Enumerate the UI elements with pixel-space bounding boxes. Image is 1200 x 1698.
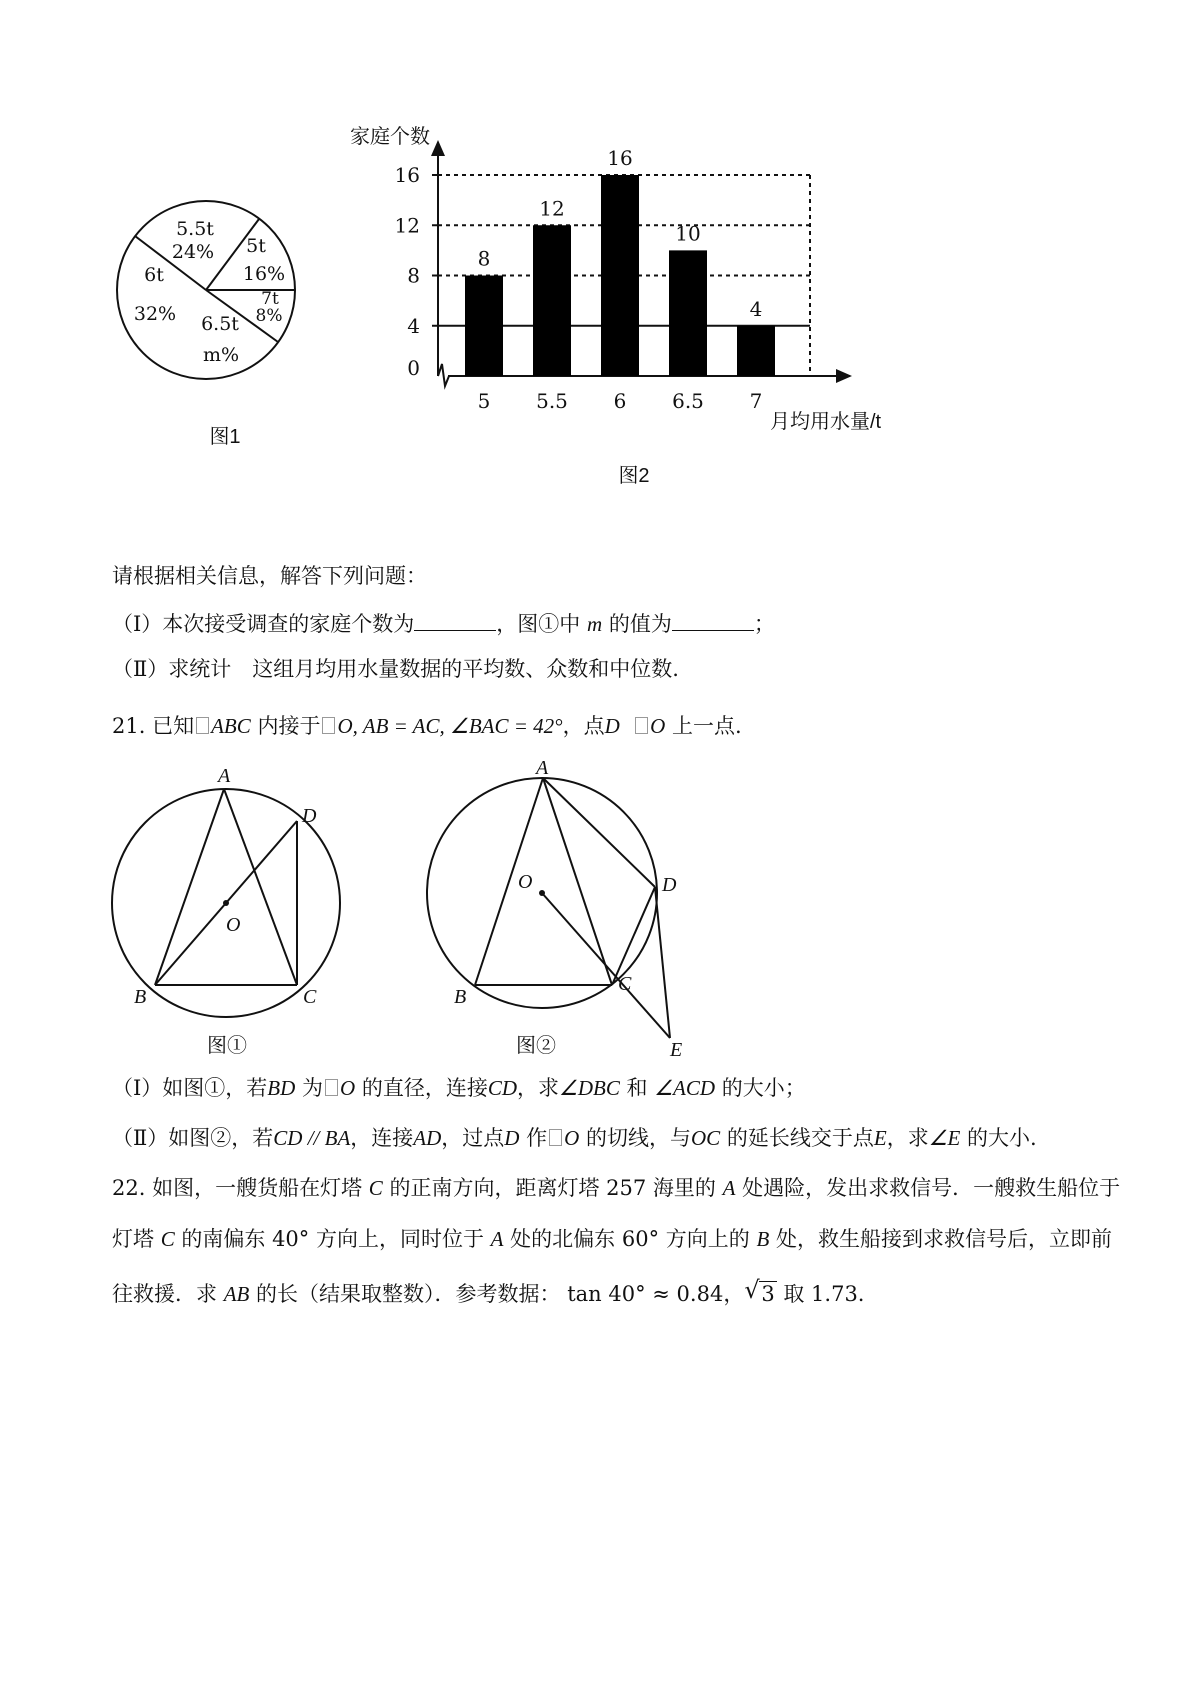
q21-p2-text: 的大小. bbox=[967, 1126, 1037, 1150]
y-tick-label: 12 bbox=[394, 213, 420, 238]
slice-pct-5.5t: 24% bbox=[171, 241, 215, 263]
label-d: D bbox=[662, 874, 677, 896]
fig2-caption: 图2 bbox=[618, 465, 650, 487]
q21-p2-text: 的切线，与 bbox=[586, 1126, 691, 1150]
q20-part1-mid: ，图①中 bbox=[496, 612, 581, 636]
q21-p1-text: 的直径，连接 bbox=[361, 1076, 488, 1100]
label-b: B bbox=[134, 986, 147, 1008]
y-axis-label: 家庭个数 bbox=[350, 126, 430, 148]
geometry-figure-2 bbox=[420, 757, 720, 1080]
q20-part1 bbox=[112, 612, 775, 635]
q22-text: 往救援．求 bbox=[112, 1282, 217, 1306]
q21-p2-text: （Ⅱ）如图②，若 bbox=[112, 1126, 274, 1150]
slice-pct-5t: 16% bbox=[242, 263, 286, 285]
fig-2-caption: 图② bbox=[516, 1035, 556, 1057]
circle-symbol-icon bbox=[325, 1079, 338, 1096]
slice-pct-6.5t: m% bbox=[202, 344, 240, 366]
q21-p2-o: O bbox=[564, 1126, 580, 1150]
slice-label-5t: 5t bbox=[246, 235, 266, 257]
bar-value-label: 4 bbox=[749, 296, 763, 321]
q22-text: 灯塔 bbox=[112, 1227, 154, 1251]
slice-pct-6t: 32% bbox=[133, 303, 177, 325]
q21-p1-o: O bbox=[339, 1076, 356, 1100]
label-c: C bbox=[303, 986, 317, 1008]
q21-p2-oc: OC bbox=[691, 1126, 721, 1150]
bar-value-label: 16 bbox=[607, 146, 633, 170]
slice-label-6t: 6t bbox=[144, 264, 164, 286]
answer-blank[interactable] bbox=[414, 612, 496, 631]
q21-p1-text: 的大小； bbox=[721, 1076, 806, 1100]
x-tick-label: 5.5 bbox=[536, 389, 568, 413]
q22-line3 bbox=[112, 1276, 865, 1306]
fig-1-caption: 图① bbox=[207, 1035, 247, 1057]
q22-text: 的正南方向，距离灯塔 257 海里的 bbox=[389, 1176, 716, 1200]
q21-p1-angle-dbc: ∠DBC bbox=[559, 1076, 620, 1100]
label-a: A bbox=[218, 765, 231, 787]
q22-text: 处的北偏东 60° 方向上的 bbox=[510, 1227, 750, 1251]
center-dot bbox=[539, 890, 545, 896]
q20-part1-suffix: 的值为 bbox=[608, 612, 672, 636]
q21-text: ，点 bbox=[562, 714, 605, 738]
segment-ab bbox=[155, 789, 224, 985]
x-tick-label: 6.5 bbox=[672, 389, 704, 413]
q21-text: 已知 bbox=[152, 714, 195, 738]
geometry-figure-1 bbox=[100, 760, 370, 1080]
q21-p1-text: 为 bbox=[301, 1076, 323, 1100]
label-o: O bbox=[518, 871, 533, 893]
q22-b: B bbox=[756, 1227, 770, 1251]
y-tick-label: 0 bbox=[407, 356, 420, 380]
bar-value-label: 10 bbox=[675, 221, 701, 246]
q20-intro: 请根据相关信息，解答下列问题： bbox=[112, 564, 427, 588]
y-axis-arrow-icon bbox=[431, 140, 445, 156]
q22-a: A bbox=[490, 1227, 504, 1251]
q21-p2-text: 的延长线交于点 bbox=[726, 1126, 874, 1150]
segment-ad bbox=[543, 778, 655, 887]
tangent-de bbox=[655, 887, 670, 1038]
x-tick-label: 7 bbox=[749, 389, 763, 413]
segment-ac bbox=[224, 789, 297, 985]
q20-part1-end: ； bbox=[753, 612, 775, 636]
q22-tan: tan 40° ≈ 0.84 bbox=[567, 1282, 724, 1306]
q21-p2-e: E bbox=[873, 1126, 887, 1150]
triangle-symbol-icon bbox=[196, 717, 209, 734]
q21-p1-bd: BD bbox=[267, 1076, 296, 1100]
y-tick-label: 4 bbox=[407, 313, 420, 338]
slice-pct-7t: 8% bbox=[255, 306, 283, 326]
q22-ab: AB bbox=[223, 1282, 250, 1306]
q22-line2 bbox=[112, 1229, 1112, 1250]
answer-blank[interactable] bbox=[672, 612, 754, 631]
q22-text: 的长（结果取整数）．参考数据： bbox=[256, 1282, 561, 1306]
q20-part2: （Ⅱ）求统计 这组月均用水量数据的平均数、众数和中位数. bbox=[112, 657, 679, 681]
slice-label-5.5t: 5.5t bbox=[176, 218, 214, 240]
sqrt-symbol-icon: √ 3 bbox=[744, 1276, 775, 1306]
slice-label-6.5t: 6.5t bbox=[201, 313, 239, 335]
center-dot bbox=[223, 900, 229, 906]
q21-triangle: ABC bbox=[211, 714, 251, 738]
q21-conditions: O, AB = AC, ∠BAC = 42° bbox=[337, 714, 563, 738]
y-tick-label: 8 bbox=[407, 263, 420, 288]
bar bbox=[465, 276, 503, 377]
label-b: B bbox=[454, 986, 467, 1008]
x-axis-arrow-icon bbox=[836, 369, 852, 383]
q21-text: 上一点. bbox=[671, 714, 742, 738]
circle-symbol-icon bbox=[549, 1129, 562, 1146]
extension-oe bbox=[542, 893, 670, 1038]
segment-ac bbox=[543, 778, 612, 985]
label-o: O bbox=[226, 914, 241, 936]
q21-circle-o: O bbox=[650, 714, 666, 738]
q21-part2 bbox=[112, 1128, 1037, 1149]
q21-number: 21. bbox=[112, 714, 146, 738]
q21-p2-text: ，连接 bbox=[350, 1126, 414, 1150]
segment-ab bbox=[475, 778, 543, 985]
q21-p2-text: ，过点 bbox=[441, 1126, 505, 1150]
label-c: C bbox=[618, 973, 632, 995]
q21-point-d: D bbox=[604, 714, 620, 738]
bar bbox=[601, 175, 639, 376]
axis-break-icon bbox=[438, 364, 449, 386]
x-tick-label: 5 bbox=[477, 389, 491, 413]
q21-p1-text: 和 bbox=[626, 1076, 648, 1100]
q20-part1-prefix: （Ⅰ）本次接受调查的家庭个数为 bbox=[112, 612, 415, 636]
q22-c: C bbox=[368, 1176, 383, 1200]
q22-a: A bbox=[722, 1176, 736, 1200]
q21-stem bbox=[112, 716, 742, 737]
q21-p1-cd: CD bbox=[487, 1076, 518, 1100]
q22-sqrt-value: 3 bbox=[761, 1282, 775, 1306]
q21-p2-angle-e: ∠E bbox=[928, 1126, 961, 1150]
q22-text: ， bbox=[723, 1282, 745, 1306]
q22-text: 的南偏东 40° 方向上，同时位于 bbox=[181, 1227, 484, 1251]
bar-value-label: 8 bbox=[477, 246, 491, 271]
q22-text: 取 1.73. bbox=[783, 1282, 865, 1306]
q22-text: 如图，一艘货船在灯塔 bbox=[152, 1176, 363, 1200]
q21-p2-text: ，求 bbox=[886, 1126, 929, 1150]
fig1-caption: 图1 bbox=[209, 426, 241, 448]
q22-text: 处遇险，发出求救信号．一艘救生船位于 bbox=[742, 1176, 1121, 1200]
slice-label-7t: 7t bbox=[261, 289, 279, 309]
bar-value-label: 12 bbox=[539, 196, 565, 221]
bar bbox=[737, 326, 775, 376]
q21-p1-text: ，求 bbox=[517, 1076, 560, 1100]
q22-number: 22. bbox=[112, 1176, 146, 1200]
x-axis-label: 月均用水量/t bbox=[770, 411, 882, 433]
q21-p1-text: （Ⅰ）如图①，若 bbox=[112, 1076, 268, 1100]
var-m: m bbox=[586, 612, 603, 636]
circle-symbol-icon bbox=[322, 717, 335, 734]
q21-p2-text: 作 bbox=[526, 1126, 548, 1150]
label-a: A bbox=[536, 757, 549, 779]
q22-c: C bbox=[160, 1227, 175, 1251]
q22-line1 bbox=[112, 1178, 1120, 1199]
q21-text: 内接于 bbox=[257, 714, 321, 738]
y-tick-label: 16 bbox=[394, 163, 420, 187]
q21-part1 bbox=[112, 1078, 806, 1099]
circle-symbol-icon bbox=[635, 717, 648, 734]
bar bbox=[669, 250, 707, 376]
label-d: D bbox=[302, 805, 317, 827]
x-tick-label: 6 bbox=[613, 389, 627, 413]
q21-p1-angle-acd: ∠ACD bbox=[654, 1076, 716, 1100]
bar-chart bbox=[0, 0, 1200, 500]
q21-p2-ad: AD bbox=[413, 1126, 442, 1150]
q21-p2-parallel: CD // BA bbox=[273, 1126, 351, 1150]
label-e: E bbox=[670, 1039, 683, 1061]
bar bbox=[533, 225, 571, 376]
q22-text: 处，救生船接到求救信号后，立即前 bbox=[775, 1227, 1112, 1251]
q21-p2-d: D bbox=[504, 1126, 520, 1150]
